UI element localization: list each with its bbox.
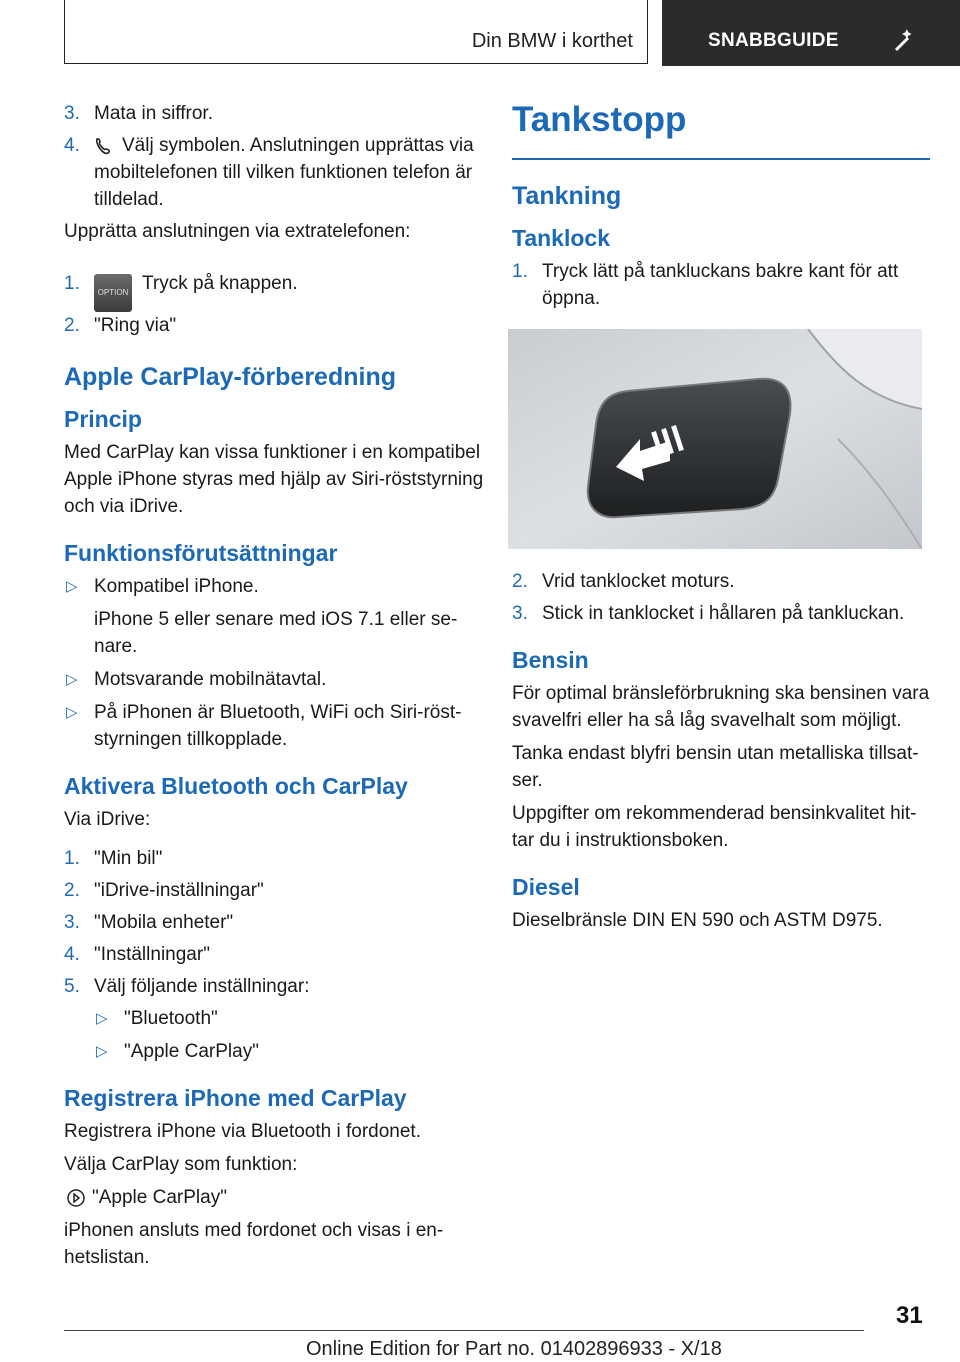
paragraph: Välja CarPlay som funktion: xyxy=(64,1154,298,1175)
triangle-bullet-icon: ▷ xyxy=(66,671,78,688)
list-item: 5. Välj följande inställningar: xyxy=(64,976,310,997)
section-heading: Tankning xyxy=(512,182,622,210)
list-item: 3. "Mobila enheter" xyxy=(64,912,234,933)
left-column xyxy=(64,100,484,1277)
paragraph: Med CarPlay kan vissa funktioner i en kompatibel Apple iPhone styras med hjälp av Siri-röststyrning och via iDrive. xyxy=(64,442,484,517)
paragraph: Tanka endast blyfri bensin utan metalliska tillsatser. xyxy=(512,743,919,791)
paragraph: iPhonen ansluts med fordonet och visas i enhetslistan. xyxy=(64,1220,444,1268)
option-button-icon: OPTION xyxy=(94,274,132,312)
page-header xyxy=(64,0,960,66)
subsection-heading: Funktionsförutsättningar xyxy=(64,540,338,566)
list-item: iPhone 5 eller senare med iOS 7.1 eller senare. xyxy=(94,609,458,657)
list-item: ▷ Kompatibel iPhone. xyxy=(64,573,484,600)
list-item: ▷ Motsvarande mobilnätavtal. xyxy=(64,666,484,693)
list-item: ▷ "Bluetooth" xyxy=(94,1005,484,1032)
list-item: ▷ På iPhonen är Bluetooth, WiFi och Siri-röststyrningen tillkopplade. xyxy=(64,699,484,753)
subsection-heading: Diesel xyxy=(512,874,580,900)
paragraph: "Apple CarPlay" xyxy=(64,1184,484,1211)
paragraph: Dieselbränsle DIN EN 590 och ASTM D975. xyxy=(512,910,883,931)
heading-rule xyxy=(512,158,930,160)
play-circle-icon xyxy=(66,1188,86,1208)
list-item: 3. Stick in tanklocket i hållaren på tankluckan. xyxy=(512,603,905,624)
paragraph: Uppgifter om rekommenderad bensinkvalitet hittar du i instruktionsboken. xyxy=(512,803,917,851)
subsection-heading: Bensin xyxy=(512,647,589,673)
magic-wand-icon xyxy=(892,28,918,54)
list-item: 1. Tryck lätt på tankluckans bakre kant för att öppna. xyxy=(512,261,899,309)
triangle-bullet-icon: ▷ xyxy=(96,1010,108,1027)
chapter-heading: Tankstopp xyxy=(512,100,687,139)
list-item: 2. Vrid tanklocket moturs. xyxy=(512,571,735,592)
phone-handset-icon xyxy=(94,136,116,156)
right-column xyxy=(512,100,930,940)
subsection-heading: Registrera iPhone med CarPlay xyxy=(64,1085,407,1111)
paragraph: Registrera iPhone via Bluetooth i fordonet. xyxy=(64,1121,421,1142)
list-item: 2. "iDrive-inställningar" xyxy=(64,880,264,901)
list-item: 2. "Ring via" xyxy=(64,315,177,336)
footer-edition: Online Edition for Part no. 01402896933 - X/18 xyxy=(306,1338,722,1360)
list-item: ▷ "Apple CarPlay" xyxy=(94,1038,484,1065)
list-item: 4. "Inställningar" xyxy=(64,944,210,965)
list-item: 4. Välj symbolen. Anslutningen upprättas via mobiltelefonen till vilken funktionen telefon är tilldelad. xyxy=(64,135,474,210)
list-item: 1. OPTION Tryck på knappen. xyxy=(64,265,484,312)
triangle-bullet-icon: ▷ xyxy=(96,1043,108,1060)
footer-rule xyxy=(64,1330,864,1331)
section-title: SNABBGUIDE xyxy=(708,30,839,51)
triangle-bullet-icon: ▷ xyxy=(66,578,78,595)
fuel-flap-illustration xyxy=(508,329,922,549)
chapter-tab xyxy=(64,0,648,64)
list-item: 1. "Min bil" xyxy=(64,848,163,869)
chapter-title: Din BMW i korthet xyxy=(471,30,633,52)
paragraph: För optimal bränsleförbrukning ska bensinen vara svavelfri eller ha så låg svavelhalt som möjligt. xyxy=(512,683,930,731)
paragraph: Upprätta anslutningen via extratelefonen: xyxy=(64,221,411,242)
paragraph: Via iDrive: xyxy=(64,809,151,830)
section-tab xyxy=(662,0,960,66)
subsection-heading: Tanklock xyxy=(512,225,610,251)
triangle-bullet-icon: ▷ xyxy=(66,704,78,721)
page-number: 31 xyxy=(896,1302,923,1329)
subsection-heading: Aktivera Bluetooth och CarPlay xyxy=(64,773,408,799)
subsection-heading: Princip xyxy=(64,406,142,432)
section-heading: Apple CarPlay-förberedning xyxy=(64,363,396,391)
list-item: 3. Mata in siffror. xyxy=(64,103,213,124)
